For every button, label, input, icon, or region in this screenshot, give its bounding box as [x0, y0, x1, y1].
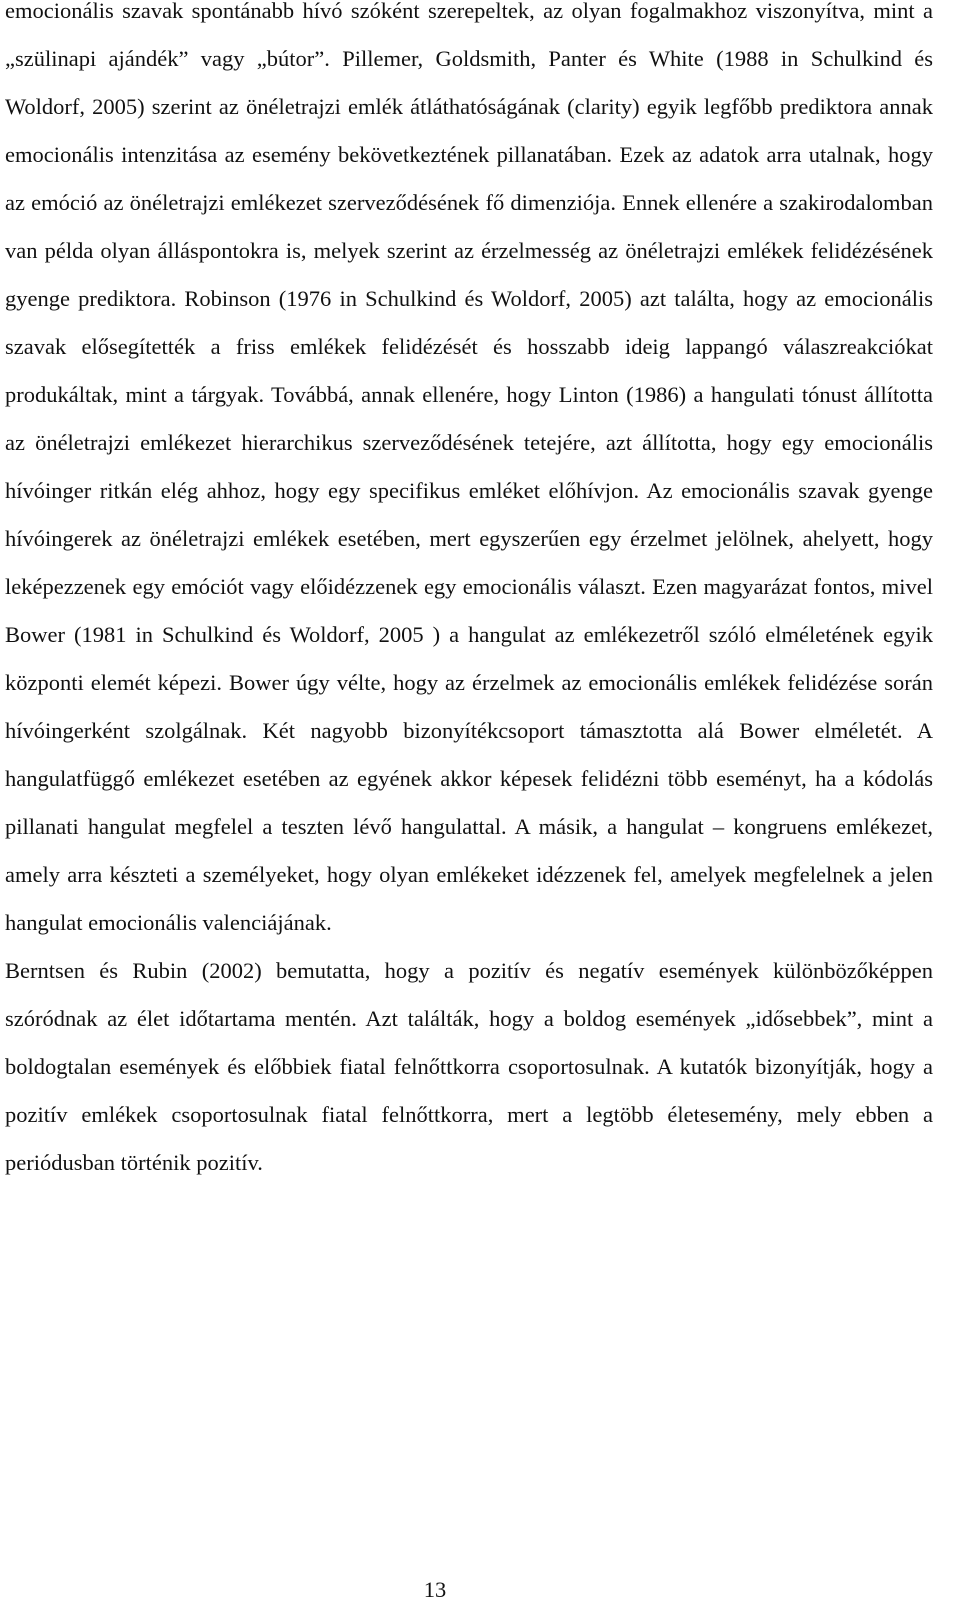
- paragraph-berntsen-rubin: Berntsen és Rubin (2002) bemutatta, hogy a pozitív és negatív események különbözőképpen szóródnak az élet időtartama mentén. Azt találták, hogy a boldog események „idősebbek”, mint a boldogtalan események és előbbiek fiatal felnőttkorra csoportosulnak. A kutatók bizonyítják, hogy a pozitív emlékek csoportosulnak fiatal felnőttkorra, mert a legtöbb életesemény, mely ebben a periódusban történik pozitív.: [5, 958, 933, 1175]
- body-text: [5, 0, 933, 1187]
- page-number: 13: [423, 1577, 447, 1602]
- paragraph-emotion-cues: emocionális szavak spontánabb hívó szóként szerepeltek, az olyan fogalmakhoz viszonyítva, mint a „szülinapi ajándék” vagy „bútor”. Pillemer, Goldsmith, Panter és White (1988 in Schulkind és Woldorf, 2005) szerint az önéletrajzi emlék átláthatóságának (clarity) egyik legfőbb prediktora annak emocionális intenzitása az esemény bekövetkeztének pillanatában. Ezek az adatok arra utalnak, hogy az emóció az önéletrajzi emlékezet szerveződésének fő dimenziója. Ennek ellenére a szakirodalomban van példa olyan álláspontokra is, melyek szerint az érzelmesség az önéletrajzi emlékek felidézésének gyenge prediktora. Robinson (1976 in Schulkind és Woldorf, 2005) azt találta, hogy az emocionális szavak elősegítették a friss emlékek felidézését és hosszabb ideig lappangó válaszreakciókat produkáltak, mint a tárgyak. Továbbá, annak ellenére, hogy Linton (1986) a hangulati tónust állította az önéletrajzi emlékezet hierarchikus szerveződésének tetejére, azt állította, hogy egy emocionális hívóinger ritkán elég ahhoz, hogy egy specifikus emléket előhívjon. Az emocionális szavak gyenge hívóingerek az önéletrajzi emlékek esetében, mert egyszerűen egy érzelmet jelölnek, ahelyett, hogy leképezzenek egy emóciót vagy előidézzenek egy emocionális választ. Ezen magyarázat fontos, mivel Bower (1981 in Schulkind és Woldorf, 2005 ) a hangulat az emlékezetről szóló elméletének egyik központi elemét képezi. Bower úgy vélte, hogy az érzelmek az emocionális emlékek felidézése során hívóingerként szolgálnak. Két nagyobb bizonyítékcsoport támasztotta alá Bower elméletét. A hangulatfüggő emlékezet esetében az egyének akkor képesek felidézni több eseményt, ha a kódolás pillanati hangulat megfelel a teszten lévő hangulattal. A másik, a hangulat – kongruens emlékezet, amely arra készteti a személyeket, hogy olyan emlékeket idézzenek fel, amelyek megfelelnek a jelen hangulat emocionális valenciájának.: [5, 0, 933, 935]
